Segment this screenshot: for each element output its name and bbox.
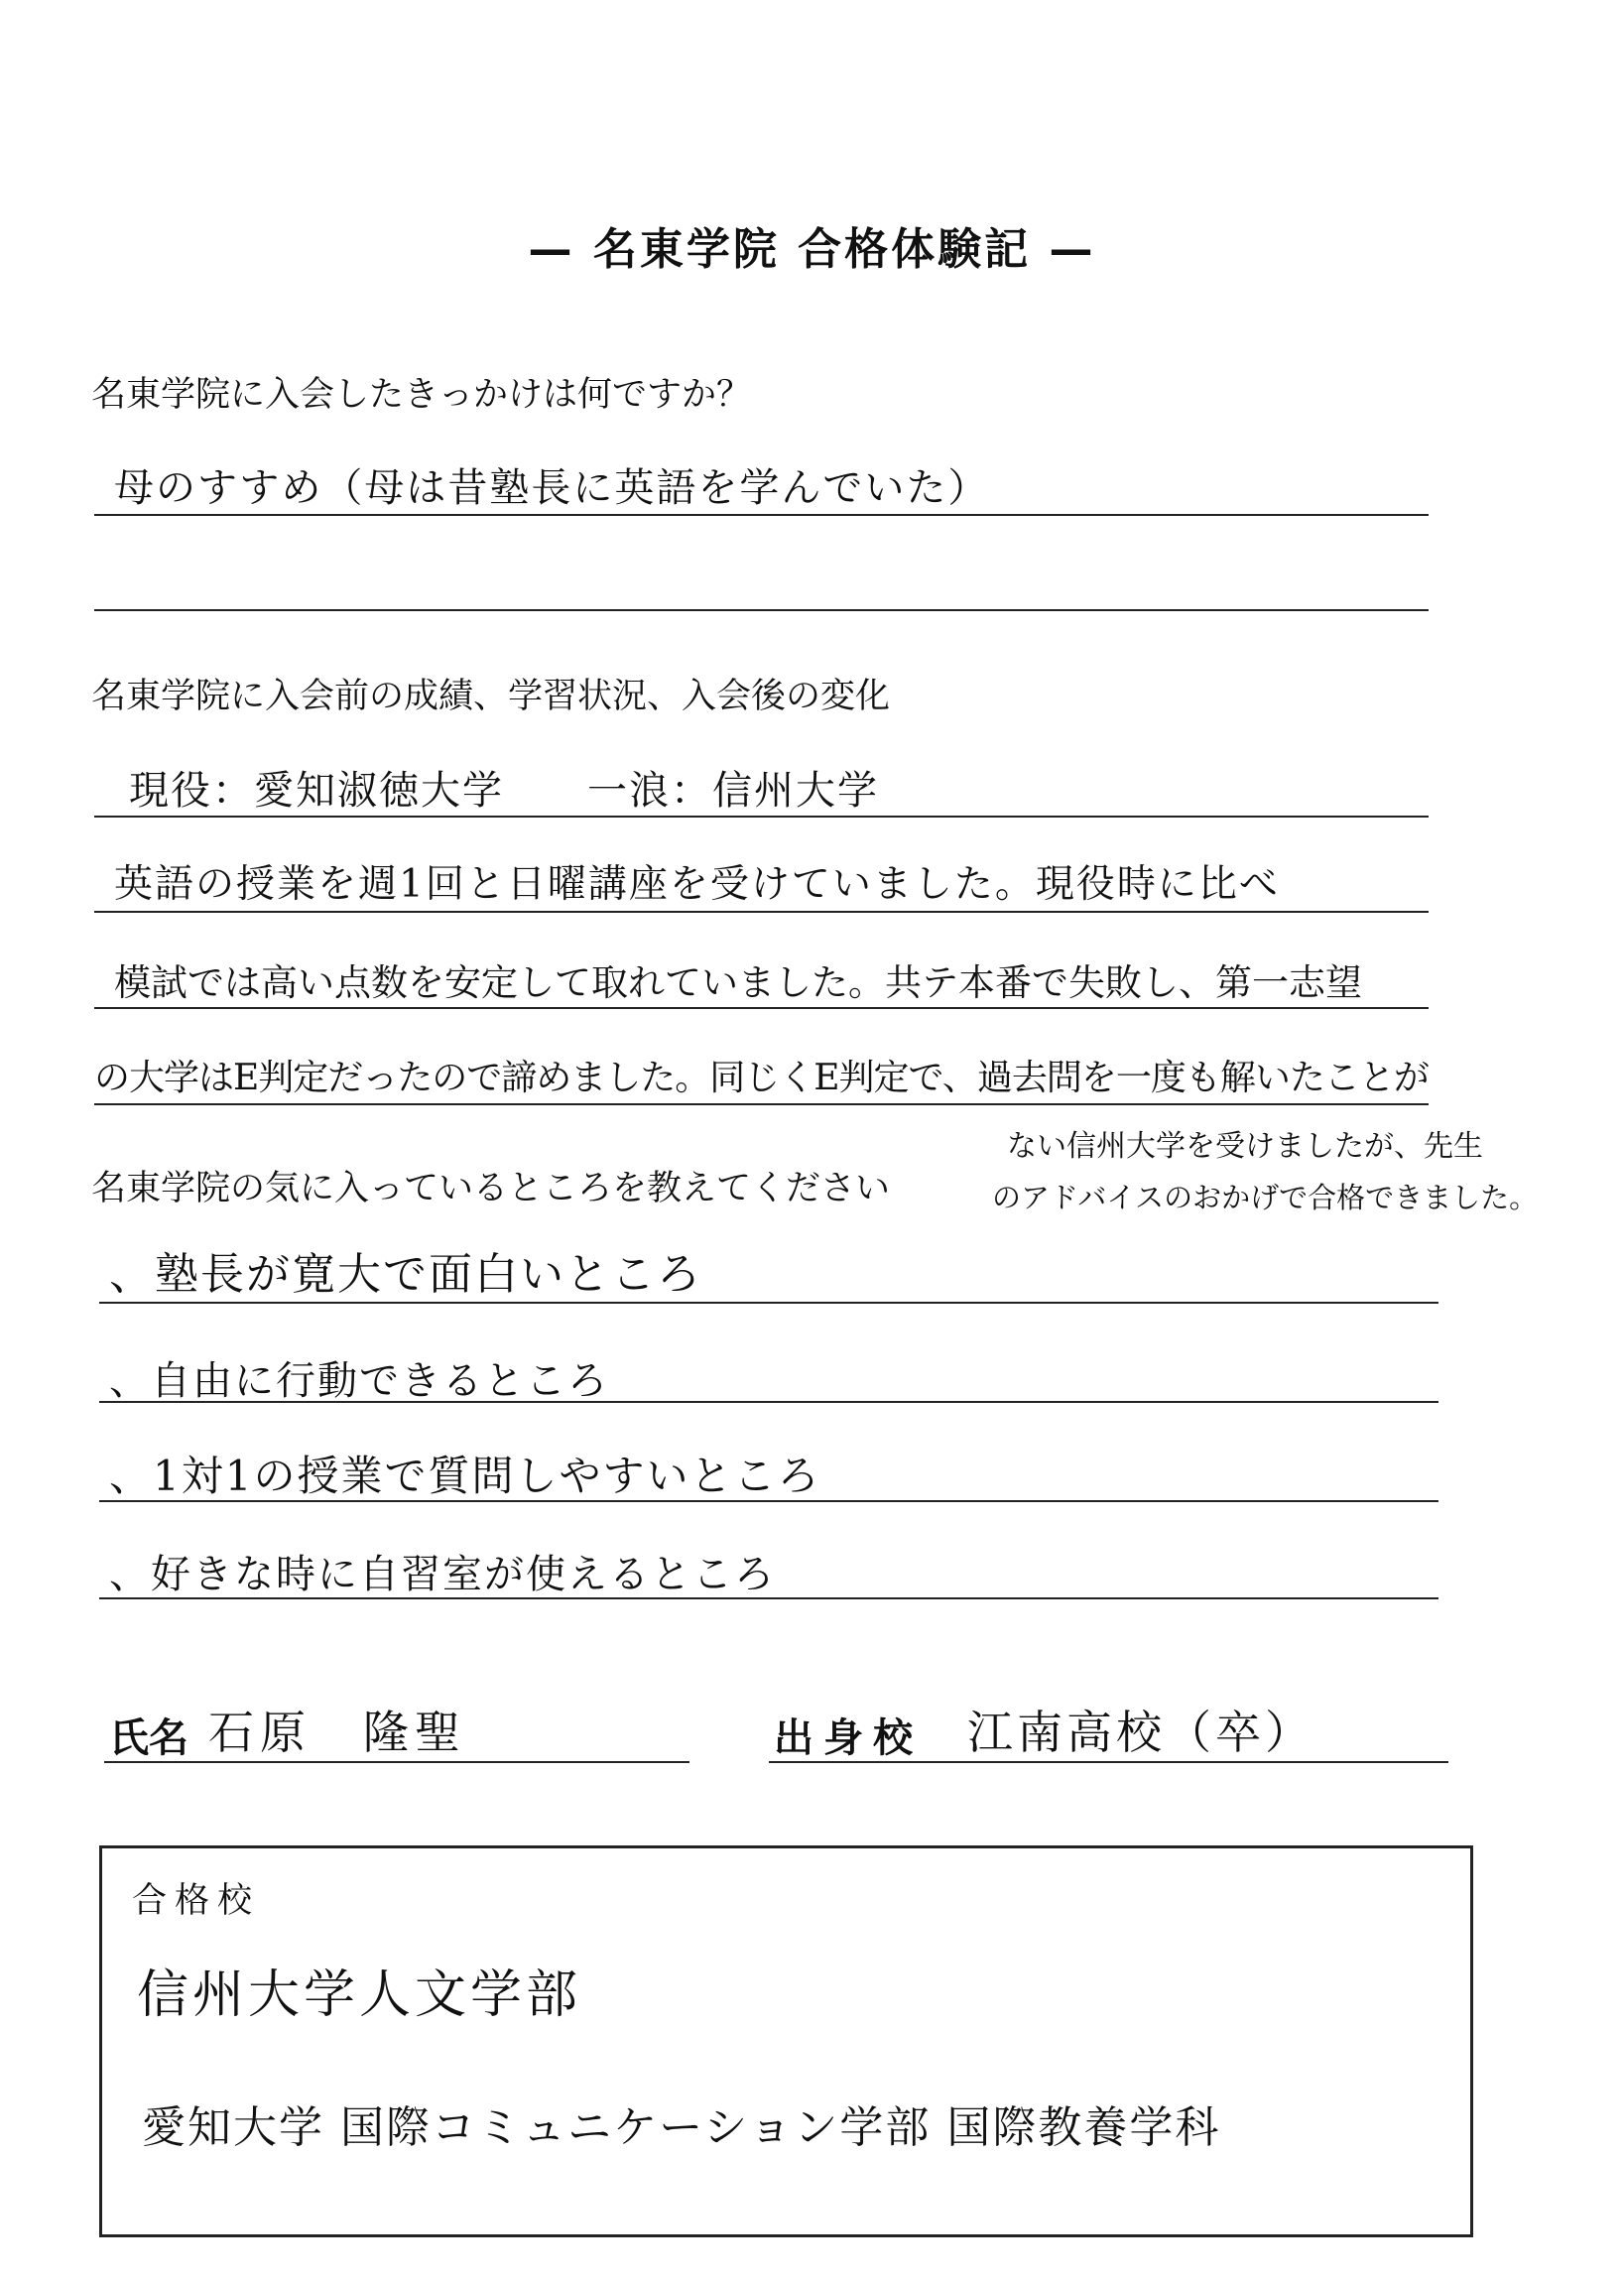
school-value: 江南高校（卒） xyxy=(967,1706,1314,1759)
answer-line xyxy=(99,1597,1438,1599)
answer-line xyxy=(94,816,1429,818)
page-title: — 名東学院 合格体験記 — xyxy=(528,224,1096,275)
answer-line xyxy=(99,1500,1438,1502)
answer-line-text: 現役：愛知淑徳大学 一浪：信州大学 xyxy=(129,768,879,814)
answer-line xyxy=(94,1103,1429,1105)
answer-line xyxy=(94,609,1429,611)
answer-line xyxy=(99,1302,1438,1304)
passed-schools-label: 合格校 xyxy=(132,1881,261,1921)
answer-line-text: の大学はE判定だったので諦めました。同じくE判定で、過去問を一度も解いたことが xyxy=(94,1058,1429,1098)
list-item: 、塾長が寛大で面白いところ xyxy=(109,1249,702,1300)
name-value: 石原 隆聖 xyxy=(208,1706,466,1759)
passed-schools-box xyxy=(99,1845,1473,2237)
answer-overflow-text: のアドバイスのおかげで合格できました。 xyxy=(992,1181,1539,1214)
list-item: 、自由に行動できるところ xyxy=(109,1358,609,1404)
answer-line xyxy=(99,1401,1438,1403)
answer-line xyxy=(94,1007,1429,1009)
name-label: 氏名 xyxy=(109,1715,188,1761)
school-label: 出身校 xyxy=(774,1715,923,1761)
passed-school: 信州大学人文学部 xyxy=(137,1965,582,2025)
answer-line xyxy=(94,911,1429,913)
school-line xyxy=(769,1761,1448,1763)
list-item: 、1対1の授業で質問しやすいところ xyxy=(109,1452,821,1500)
answer-reason-for-joining: 母のすすめ（母は昔塾長に英語を学んでいた） xyxy=(114,465,990,511)
answer-line xyxy=(94,514,1429,516)
answer-line-text: 英語の授業を週1回と日曜講座を受けていました。現役時に比べ xyxy=(114,862,1280,907)
question-favorite-points: 名東学院の気に入っているところを教えてください xyxy=(91,1169,891,1208)
answer-line-text: 模試では高い点数を安定して取れていました。共テ本番で失敗し、第一志望 xyxy=(114,961,1362,1004)
question-grades-and-changes: 名東学院に入会前の成績、学習状況、入会後の変化 xyxy=(91,677,891,716)
passed-school: 愛知大学 国際コミュニケーション学部 国際教養学科 xyxy=(142,2102,1221,2153)
answer-overflow-text: ない信州大学を受けましたが、先生 xyxy=(1007,1129,1483,1164)
question-reason-for-joining: 名東学院に入会したきっかけは何ですか？ xyxy=(91,375,752,415)
list-item: 、好きな時に自習室が使えるところ xyxy=(109,1552,776,1597)
name-line xyxy=(104,1761,689,1763)
